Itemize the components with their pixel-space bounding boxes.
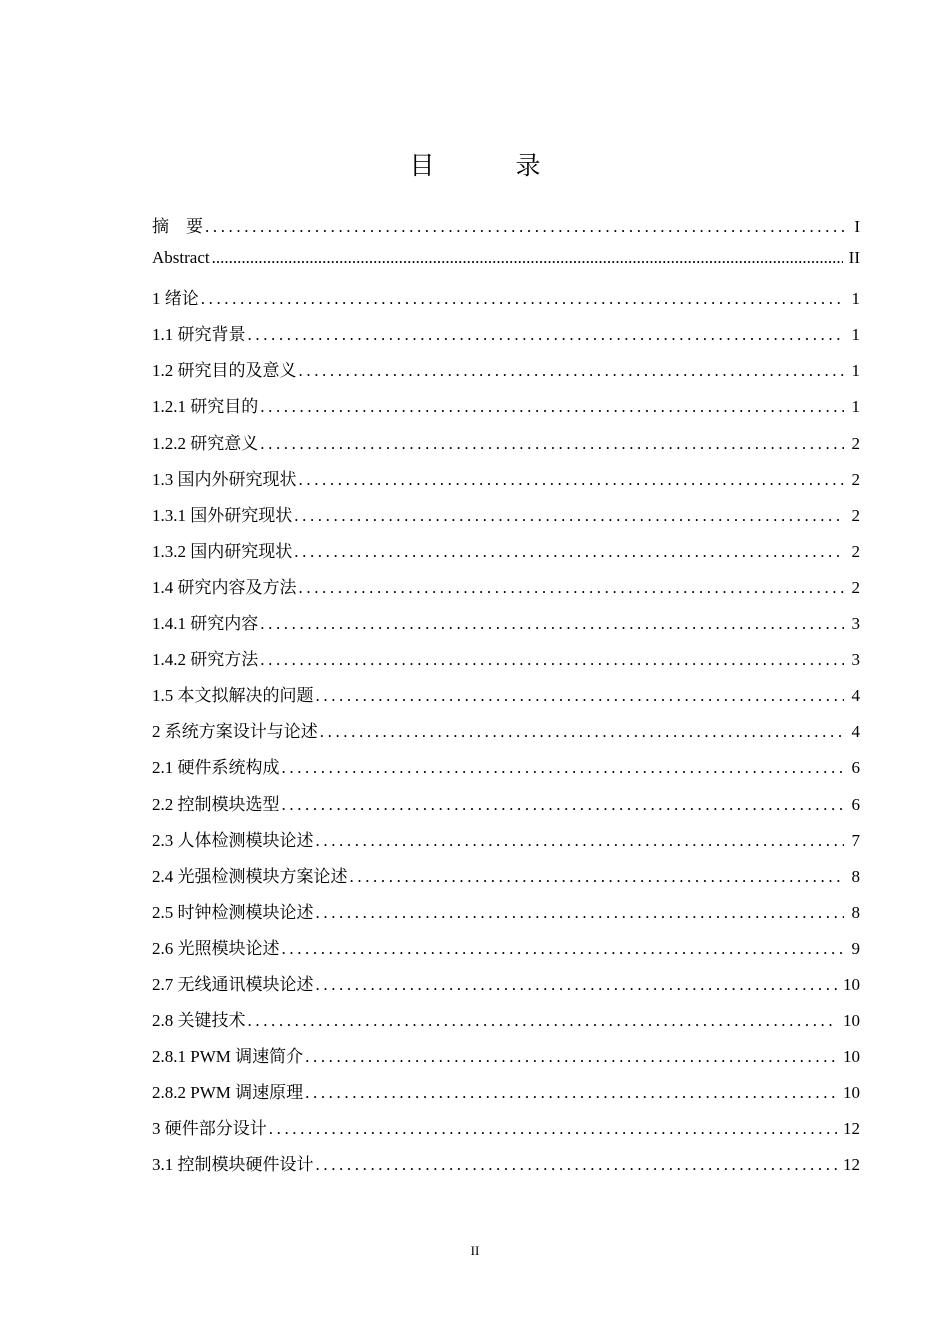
dot-leader	[316, 831, 845, 851]
toc-entry-page: II	[848, 248, 860, 268]
toc-entry-page: 8	[851, 902, 860, 922]
dot-leader	[282, 795, 845, 815]
dot-leader	[201, 289, 844, 309]
toc-entry-page: 6	[851, 794, 860, 814]
toc-entry-label: 1.3.1 国外研究现状	[152, 505, 293, 525]
toc-entry[interactable]	[152, 284, 860, 320]
toc-entry-page: 2	[851, 469, 860, 489]
toc-entry-label: 1.3 国内外研究现状	[152, 469, 297, 489]
toc-entry[interactable]	[152, 1006, 860, 1042]
dot-leader	[299, 361, 845, 381]
dot-leader	[260, 650, 844, 670]
toc-entry-page: 9	[851, 938, 860, 958]
toc-title: 目 录	[409, 153, 569, 180]
toc-entry[interactable]	[152, 1150, 860, 1186]
toc-entry[interactable]	[152, 1042, 860, 1078]
toc-entry[interactable]	[152, 537, 860, 573]
toc-entry[interactable]	[152, 392, 860, 428]
dot-leader	[294, 506, 844, 526]
toc-entry[interactable]	[152, 248, 860, 284]
toc-entry-label: 1.1 研究背景	[152, 325, 246, 345]
toc-entry-label: 1.4.2 研究方法	[152, 650, 259, 670]
toc-entry-page: 12	[843, 1119, 860, 1139]
toc-entry-page: 1	[851, 397, 860, 417]
toc-entry[interactable]	[152, 356, 860, 392]
toc-entry-page: 2	[851, 433, 860, 453]
toc-entry-page: 2	[851, 505, 860, 525]
toc-entry[interactable]	[152, 609, 860, 645]
toc-entry[interactable]	[152, 898, 860, 934]
toc-entry-label: 1.2 研究目的及意义	[152, 361, 297, 381]
toc-entry-page: 2	[851, 541, 860, 561]
toc-entry[interactable]	[152, 429, 860, 465]
toc-entry[interactable]	[152, 717, 860, 753]
toc-entry-label: 1.3.2 国内研究现状	[152, 541, 293, 561]
toc-entry[interactable]	[152, 790, 860, 826]
dot-leader	[294, 542, 844, 562]
dot-leader	[205, 217, 844, 237]
toc-entry[interactable]	[152, 501, 860, 537]
toc-entry-label: 2.1 硬件系统构成	[152, 758, 280, 778]
dot-leader	[269, 1119, 837, 1139]
toc-entry-page: 3	[851, 614, 860, 634]
toc-entry-page: 4	[851, 722, 860, 742]
toc-entry-page: I	[854, 217, 860, 236]
dot-leader	[260, 434, 844, 454]
page-number: II	[470, 1243, 480, 1258]
dot-leader	[299, 470, 845, 490]
toc-entry-page: 10	[843, 974, 860, 994]
toc-entry-page: 12	[843, 1155, 860, 1175]
toc-entry[interactable]	[152, 212, 860, 248]
dot-leader	[316, 903, 845, 923]
dot-leader	[212, 248, 843, 268]
dot-leader	[282, 758, 845, 778]
toc-entry-page: 6	[851, 758, 860, 778]
dot-leader	[350, 867, 845, 887]
toc-entry[interactable]	[152, 934, 860, 970]
dot-leader	[305, 1047, 837, 1067]
dot-leader	[282, 939, 845, 959]
toc-entry-label: Abstract	[152, 248, 210, 268]
dot-leader	[316, 1155, 838, 1175]
toc-entry-page: 1	[851, 361, 860, 381]
toc-entry[interactable]	[152, 862, 860, 898]
toc-entry-page: 10	[843, 1083, 860, 1103]
table-of-contents	[152, 212, 860, 1187]
toc-entry-label: 1.2.2 研究意义	[152, 433, 259, 453]
toc-entry-label: 1.2.1 研究目的	[152, 397, 259, 417]
toc-entry-label: 1.4 研究内容及方法	[152, 577, 297, 597]
dot-leader	[299, 578, 845, 598]
toc-entry-label: 2.4 光强检测模块方案论述	[152, 866, 348, 886]
dot-leader	[248, 325, 845, 345]
toc-entry-label: 2.6 光照模块论述	[152, 938, 280, 958]
toc-entry-page: 2	[851, 577, 860, 597]
dot-leader	[316, 686, 845, 706]
toc-entry-label: 2 系统方案设计与论述	[152, 722, 318, 742]
toc-entry-page: 1	[851, 325, 860, 345]
toc-entry[interactable]	[152, 645, 860, 681]
dot-leader	[305, 1083, 837, 1103]
toc-entry-label: 3 硬件部分设计	[152, 1119, 267, 1139]
toc-entry-page: 7	[851, 830, 860, 850]
toc-entry-page: 10	[843, 1047, 860, 1067]
toc-entry-label: 3.1 控制模块硬件设计	[152, 1155, 314, 1175]
toc-entry-page: 8	[851, 866, 860, 886]
toc-entry-label: 2.8 关键技术	[152, 1011, 246, 1031]
toc-entry[interactable]	[152, 1078, 860, 1114]
toc-entry-label: 1.4.1 研究内容	[152, 614, 259, 634]
toc-entry-label: 2.7 无线通讯模块论述	[152, 974, 314, 994]
toc-entry-page: 1	[851, 289, 860, 309]
toc-entry-label: 2.2 控制模块选型	[152, 794, 280, 814]
toc-entry-label: 2.8.2 PWM 调速原理	[152, 1083, 304, 1103]
toc-entry[interactable]	[152, 970, 860, 1006]
toc-entry-label: 2.3 人体检测模块论述	[152, 830, 314, 850]
toc-entry[interactable]	[152, 826, 860, 862]
toc-entry-label: 1 绪论	[152, 289, 199, 309]
dot-leader	[316, 975, 838, 995]
toc-entry-label: 2.5 时钟检测模块论述	[152, 902, 314, 922]
toc-entry-label: 2.8.1 PWM 调速简介	[152, 1047, 304, 1067]
toc-entry[interactable]	[152, 1114, 860, 1150]
toc-entry[interactable]	[152, 465, 860, 501]
toc-entry-label: 摘 要	[152, 217, 203, 236]
toc-entry-page: 10	[843, 1011, 860, 1031]
toc-entry[interactable]	[152, 681, 860, 717]
toc-entry-label: 1.5 本文拟解决的问题	[152, 686, 314, 706]
toc-entry-page: 4	[851, 686, 860, 706]
dot-leader	[260, 397, 844, 417]
toc-entry[interactable]	[152, 753, 860, 789]
dot-leader	[260, 614, 844, 634]
dot-leader	[320, 722, 844, 742]
toc-entry-page: 3	[851, 650, 860, 670]
toc-entry[interactable]	[152, 573, 860, 609]
dot-leader	[248, 1011, 838, 1031]
toc-entry[interactable]	[152, 320, 860, 356]
